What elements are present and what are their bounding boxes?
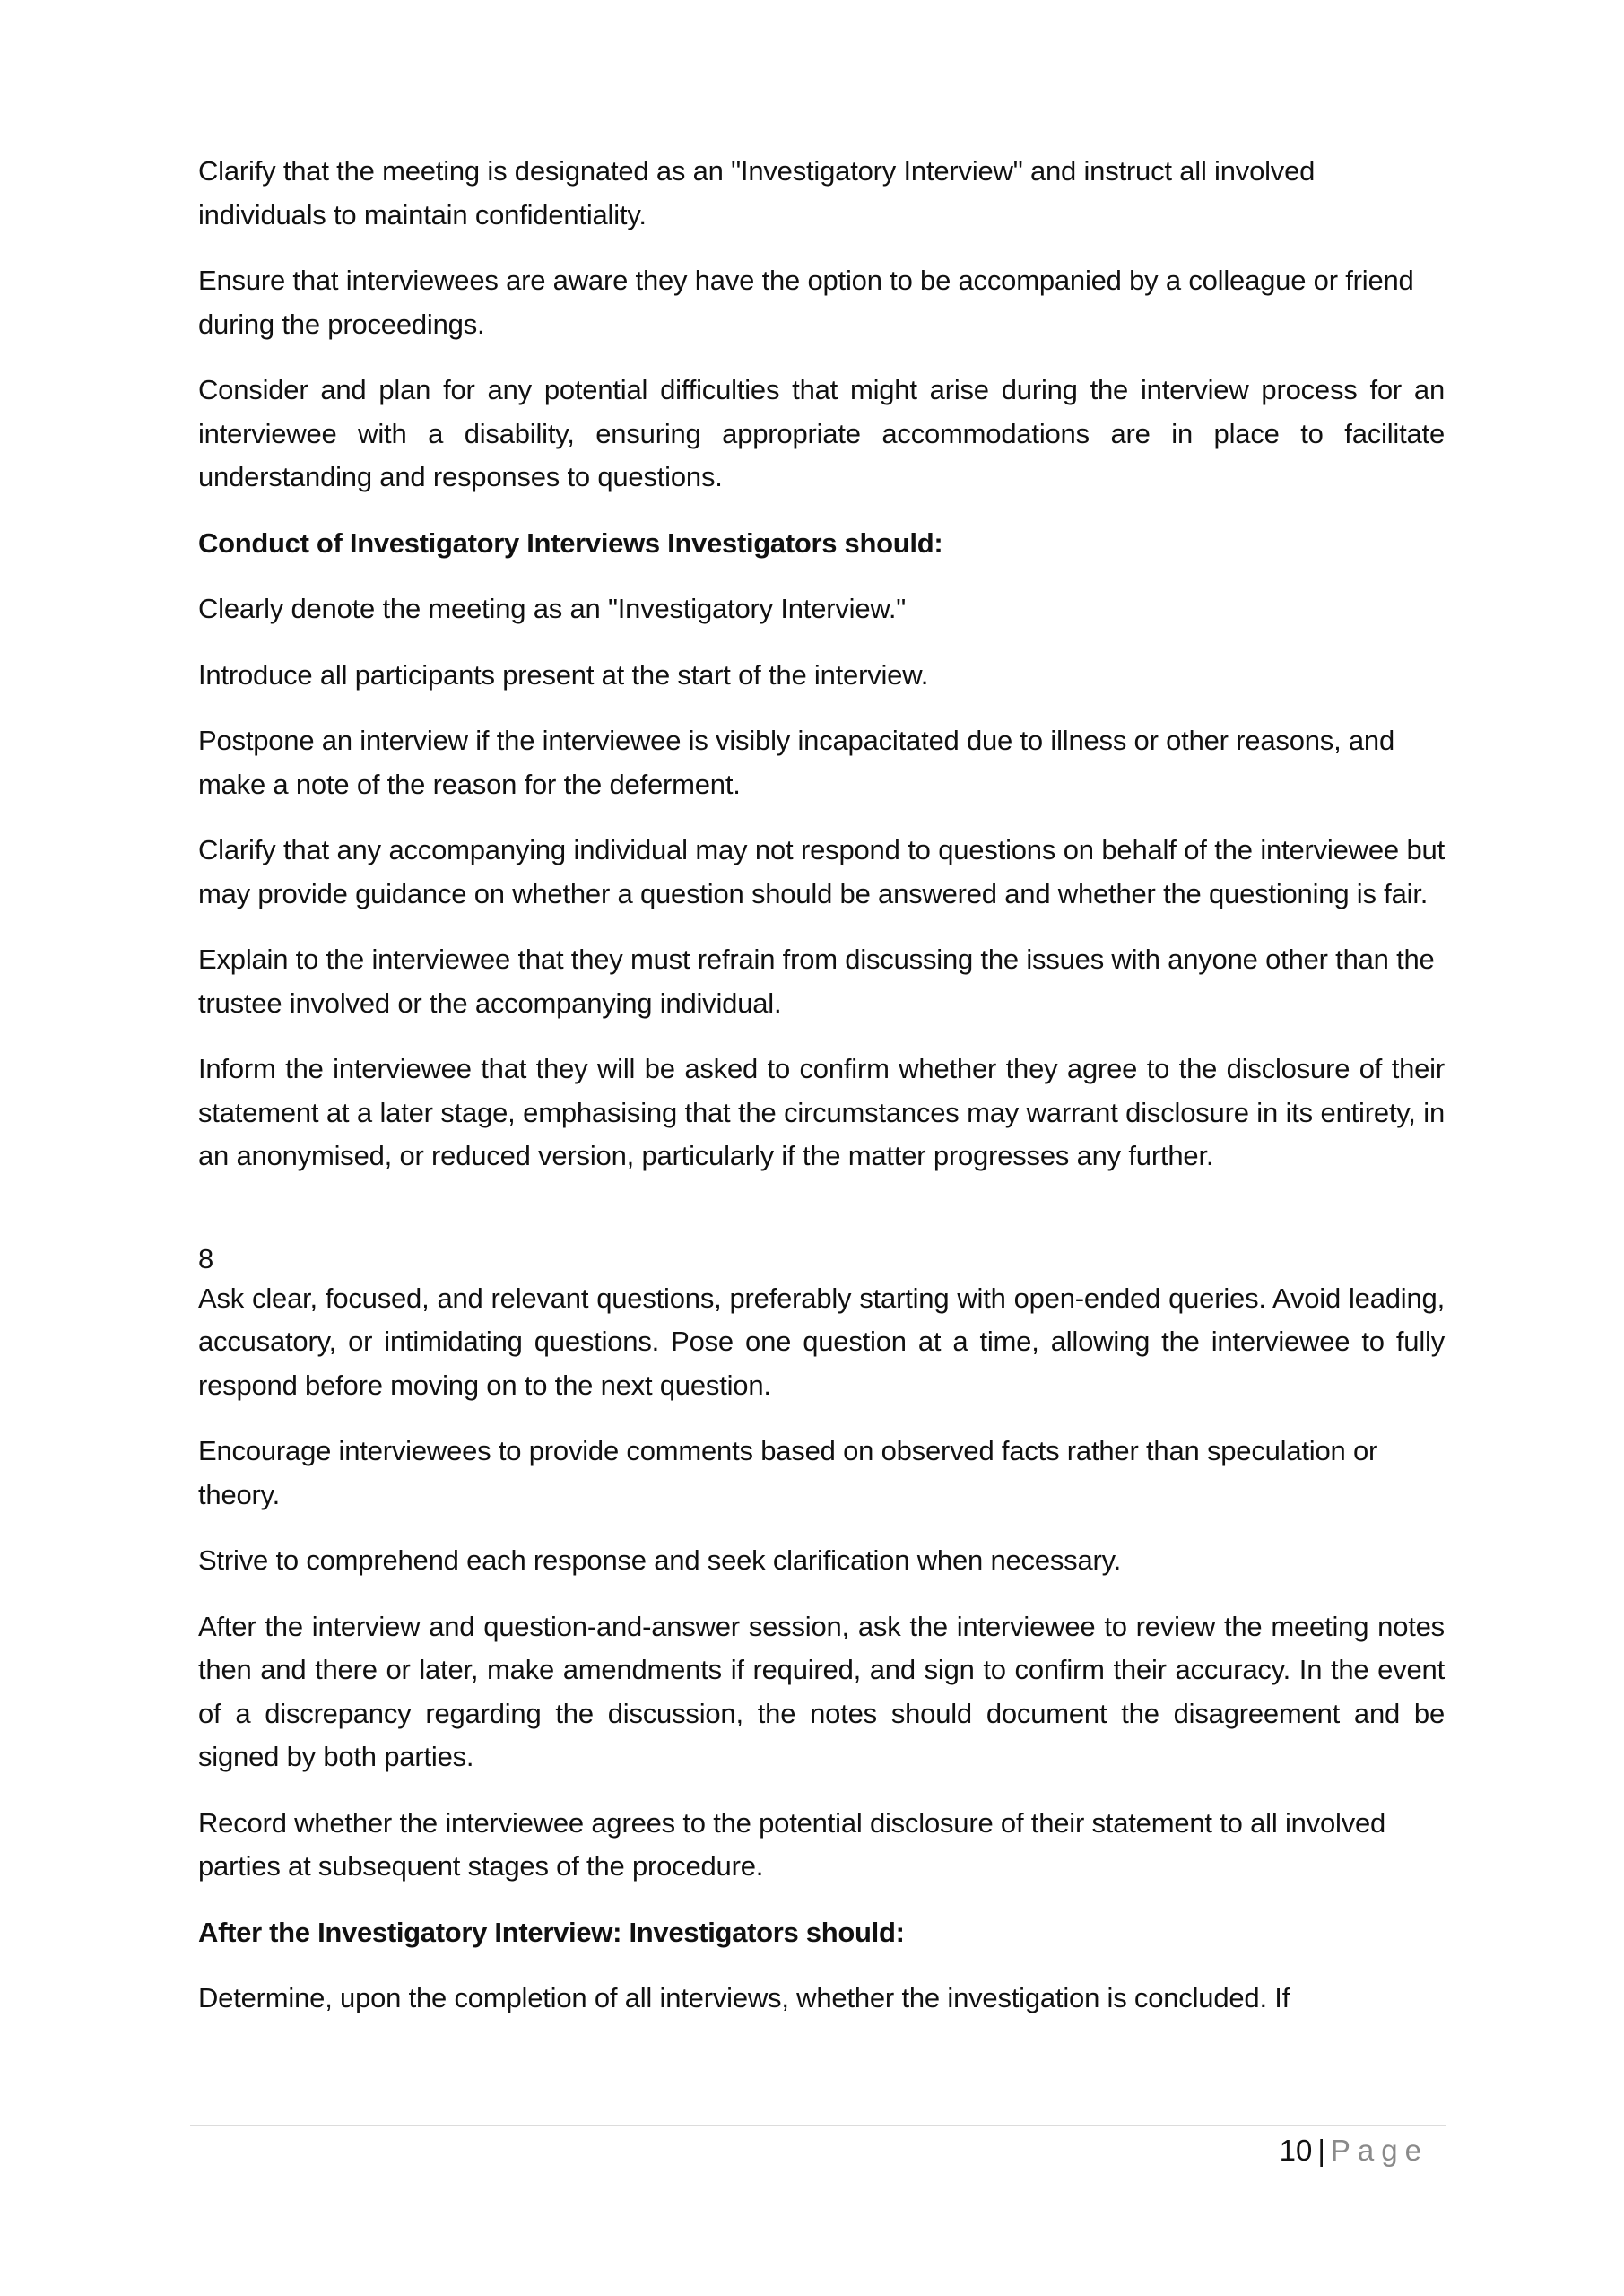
page-label: Page: [1330, 2134, 1429, 2167]
paragraph-disclosure: Inform the interviewee that they will be asked to confirm whether they agree to the disclosure of their statement at a later stage, emphasising that the circumstances may warrant disclosure in its entirety, in an anonymised, or reduced version, particularly if the matter progresses any further.: [198, 1053, 1445, 1171]
paragraph-accompanying-individual: Clarify that any accompanying individual may not respond to questions on behalf of the interviewee but may provide guidance on whether a question should be answered and whether the questioning is fair.: [198, 834, 1445, 909]
section-heading-after-interview: After the Investigatory Interview: Investigators should:: [198, 1916, 905, 1948]
paragraph-confidentiality: Clarify that the meeting is designated as an "Investigatory Interview" and instruct all involved individuals to maintain confidentiality.: [198, 155, 1316, 230]
page-number: 10: [1279, 2134, 1313, 2167]
paragraph-refrain: Explain to the interviewee that they must refrain from discussing the issues with anyone other than the trustee involved or the accompanying individual.: [198, 944, 1435, 1019]
paragraph-disability: Consider and plan for any potential difficulties that might arise during the interview process for an interviewee with a disability, ensuring appropriate accommodations are in place to facilitate understanding and responses to questions.: [198, 374, 1445, 492]
stray-page-marker: 8: [198, 1242, 214, 1274]
paragraph-introduce: Introduce all participants present at the start of the interview.: [198, 658, 929, 691]
paragraph-record-disclosure: Record whether the interviewee agrees to the potential disclosure of their statement to all involved parties at subsequent stages of the procedure.: [198, 1806, 1386, 1882]
paragraph-determine: Determine, upon the completion of all interviews, whether the investigation is concluded. If: [198, 1982, 1290, 2013]
section-heading-conduct: Conduct of Investigatory Interviews Investigators should:: [198, 526, 943, 559]
paragraph-review-notes: After the interview and question-and-answer session, ask the interviewee to review the meeting notes then and there or later, make amendments if required, and sign to confirm their accuracy. In the event of a discrepancy regarding the discussion, the notes should document the disagreement and be signed by both parties.: [198, 1610, 1445, 1772]
page-content: [198, 150, 1445, 2043]
paragraph-questions: Ask clear, focused, and relevant questions, preferably starting with open-ended queries. Avoid leading, accusatory, or intimidating questions. Pose one question at a time, allowing the interviewee to fully respond before moving on to the next question.: [198, 1282, 1445, 1401]
page-footer: [1280, 2133, 1429, 2169]
paragraph-postpone: Postpone an interview if the interviewee is visibly incapacitated due to illness or other reasons, and make a note of the reason for the deferment.: [198, 725, 1395, 800]
paragraph-accompaniment: Ensure that interviewees are aware they have the option to be accompanied by a colleague or friend during the proceedings.: [198, 265, 1414, 340]
footer-separator: |: [1317, 2134, 1325, 2167]
paragraph-observed-facts: Encourage interviewees to provide comments based on observed facts rather than speculation or theory.: [198, 1435, 1378, 1510]
footer-divider: [190, 2125, 1446, 2126]
paragraph-clarification: Strive to comprehend each response and seek clarification when necessary.: [198, 1544, 1122, 1576]
paragraph-denote-meeting: Clearly denote the meeting as an "Investigatory Interview.": [198, 593, 907, 624]
